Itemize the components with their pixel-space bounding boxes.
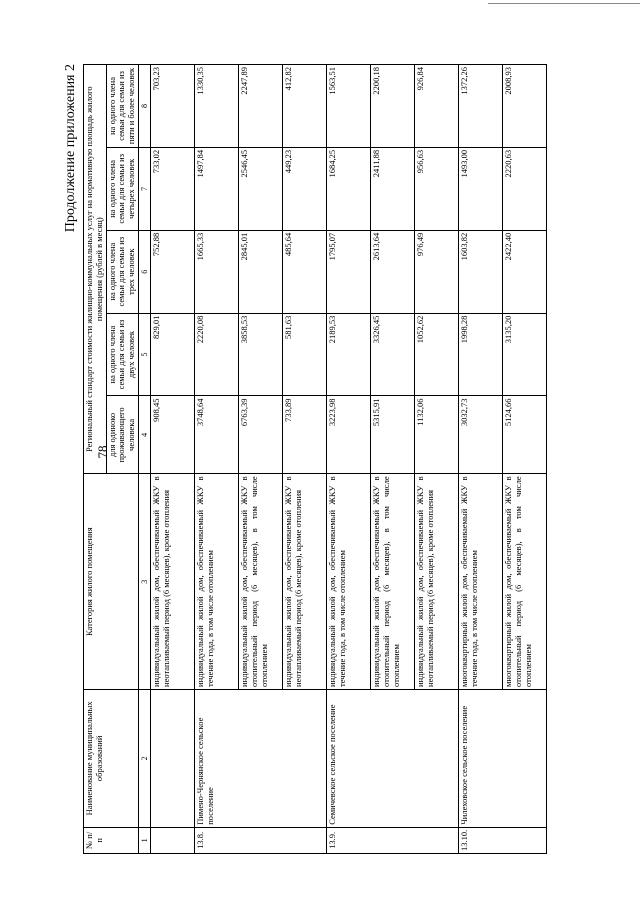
municipality-cell: Чилеховское сельское поселение [459,689,547,827]
municipality-cell [151,689,195,827]
appendix-continuation: Продолжение приложения 2 [63,64,78,233]
value-cell: 1665,33 [195,230,239,313]
category-cell: индивидуальный жилой дом, обеспечиваемый ЖКУ в неотапливаемый период (6 месяцев), кроме отопления [151,474,195,690]
value-cell: 2613,64 [371,230,415,313]
header-municipality: Наименование муниципальных образований [84,689,139,827]
value-cell: 1998,28 [459,313,503,396]
value-cell: 956,63 [415,147,459,230]
value-cell: 3326,45 [371,313,415,396]
value-cell: 2200,18 [371,65,415,148]
value-cell: 1493,00 [459,147,503,230]
category-cell: индивидуальный жилой дом, обеспечиваемый ЖКУ в отопительный период (6 месяцев), в том числе отоплением [371,474,415,690]
table-body [151,65,547,854]
value-cell: 1372,26 [459,65,503,148]
value-cell: 1330,35 [195,65,239,148]
column-index: 5 [138,313,150,396]
value-cell: 5315,91 [371,396,415,474]
header-col6: на одного члена семьи для семьи из трех человек [106,230,138,313]
value-cell: 1497,84 [195,147,239,230]
value-cell: 1052,62 [415,313,459,396]
column-index: 3 [138,474,150,690]
value-cell: 485,64 [283,230,327,313]
header-standard: Региональный стандарт стоимости жилищно-коммунальных услуг на нормативную площадь жилого помещения (рублей в месяц) [84,65,107,474]
value-cell: 3135,20 [503,313,547,396]
header-category: Категория жилого помещения [84,474,139,690]
category-cell: индивидуальный жилой дом, обеспечиваемый ЖКУ в неотапливаемый период (6 месяцев), кроме отопления [415,474,459,690]
header-col7: на одного члена семьи для семьи из четырех человек [106,147,138,230]
value-cell: 1132,06 [415,396,459,474]
value-cell: 3748,64 [195,396,239,474]
value-cell: 733,02 [151,147,195,230]
value-cell: 703,23 [151,65,195,148]
category-cell: многоквартирный жилой дом, обеспечиваемый ЖКУ в течение года, в том числе отоплением [459,474,503,690]
column-index: 6 [138,230,150,313]
column-index: 4 [138,396,150,474]
category-cell: индивидуальный жилой дом, обеспечиваемый ЖКУ в отопительный период (6 месяцев), в том числе отоплением [239,474,283,690]
table-row [327,65,371,854]
value-cell: 5124,66 [503,396,547,474]
table-row [195,65,239,854]
value-cell: 2220,08 [195,313,239,396]
page-number: 78 [95,445,110,459]
num-cell: 13.9. [327,827,459,853]
value-cell: 3223,98 [327,396,371,474]
num-cell: 13.10. [459,827,547,853]
table-row [459,65,503,854]
value-cell: 1563,51 [327,65,371,148]
num-cell: 13.8. [195,827,327,853]
value-cell: 3858,53 [239,313,283,396]
tariff-table [83,64,547,854]
table-row [151,65,195,854]
value-cell: 1603,82 [459,230,503,313]
value-cell: 733,89 [283,396,327,474]
header-col8: на одного члена семьи для семьи из пяти и более человек [106,65,138,148]
value-cell: 2008,93 [503,65,547,148]
column-index: 7 [138,147,150,230]
column-index: 1 [138,827,150,853]
value-cell: 2546,45 [239,147,283,230]
category-cell: многоквартирный жилой дом, обеспечиваемый ЖКУ в отопительный период (6 месяцев), в том числе отоплением [503,474,547,690]
municipality-cell: Семичевское сельское поселение [327,689,459,827]
header-col4: для одиноко проживающего человека [106,396,138,474]
value-cell: 2422,40 [503,230,547,313]
value-cell: 581,63 [283,313,327,396]
num-cell [151,827,195,853]
value-cell: 908,45 [151,396,195,474]
category-cell: индивидуальный жилой дом, обеспечиваемый ЖКУ в течение года, в том числе отоплением [327,474,371,690]
value-cell: 449,23 [283,147,327,230]
value-cell: 2189,53 [327,313,371,396]
rotated-document [55,52,615,862]
value-cell: 1795,07 [327,230,371,313]
value-cell: 2845,01 [239,230,283,313]
category-cell: индивидуальный жилой дом, обеспечиваемый ЖКУ в неотапливаемый период (6 месяцев), кроме отопления [283,474,327,690]
value-cell: 976,49 [415,230,459,313]
value-cell: 2220,63 [503,147,547,230]
value-cell: 2411,88 [371,147,415,230]
value-cell: 752,88 [151,230,195,313]
value-cell: 2247,89 [239,65,283,148]
value-cell: 926,84 [415,65,459,148]
category-cell: индивидуальный жилой дом, обеспечиваемый ЖКУ в течение года, в том числе отоплением [195,474,239,690]
value-cell: 1684,25 [327,147,371,230]
value-cell: 6763,39 [239,396,283,474]
header-col5: на одного члена семьи для семьи из двух человек [106,313,138,396]
value-cell: 829,01 [151,313,195,396]
value-cell: 412,82 [283,65,327,148]
value-cell: 3032,73 [459,396,503,474]
column-index: 2 [138,689,150,827]
column-index: 8 [138,65,150,148]
municipality-cell: Пимено-Чернянское сельское поселение [195,689,327,827]
header-num: № п/п [84,827,139,853]
